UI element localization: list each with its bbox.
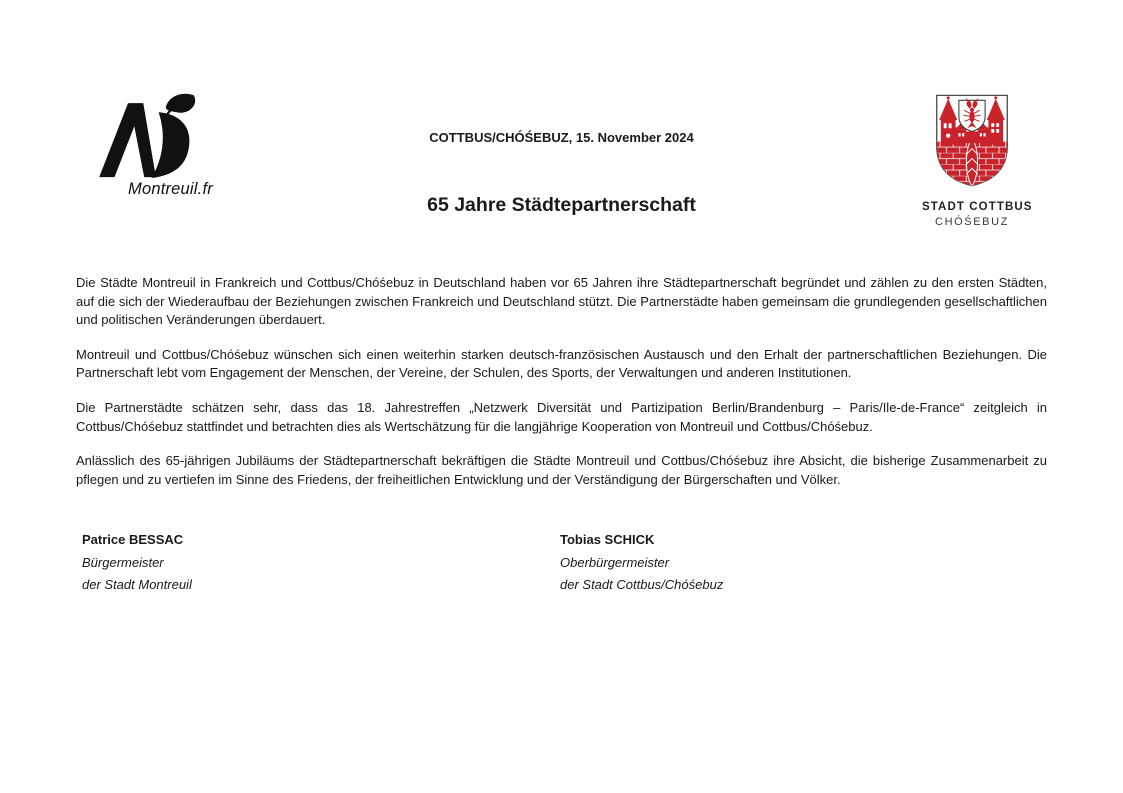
body-paragraph-2: Montreuil und Cottbus/Chóśebuz wünschen sich einen weiterhin starken deutsch-französischen Austausch und den Erhalt der partnerschaftlichen Beziehungen. Die Partnerschaft lebt vom Engagement der Menschen, der Vereine, der Schulen, des Sports, der Verwaltungen und anderen Institutionen. bbox=[76, 346, 1047, 381]
signer-org: der Stadt Montreuil bbox=[82, 577, 192, 592]
signer-name: Patrice BESSAC bbox=[82, 532, 184, 547]
signer-role: Oberbürgermeister bbox=[560, 554, 670, 570]
page-title: 65 Jahre Städtepartnerschaft bbox=[427, 194, 696, 216]
signature-cottbus bbox=[560, 532, 1038, 592]
body-paragraph-4: Anlässlich des 65-jährigen Jubiläums der Städtepartnerschaft bekräftigen die Städte Montreuil und Cottbus/Chóśebuz ihre Absicht, die bisherige Zusammenarbeit zu pflegen und zu vertiefen im Sinne des Friedens, der freiheitlichen Entwicklung und der Verständigung der Bürgerschaften und Völker. bbox=[76, 453, 1047, 487]
dateline: COTTBUS/CHÓŚEBUZ, 15. November 2024 bbox=[429, 130, 694, 145]
signer-role: Bürgermeister bbox=[82, 554, 164, 570]
header-center bbox=[150, 130, 973, 217]
signature-montreuil bbox=[82, 532, 560, 592]
body-paragraph-3: Die Partnerstädte schätzen sehr, dass das 18. Jahrestreffen „Netzwerk Diversität und Partizipation Berlin/Brandenburg – Paris/Ile-de-France“ zeitgleich in Cottbus/Chóśebuz stattfindet und betrachten dies als Wertschätzung für die langjährige Kooperation von Montreuil und Cottbus/Chóśebuz. bbox=[76, 399, 1047, 434]
cottbus-crest-block bbox=[922, 92, 1033, 228]
montreuil-logo-caption: Montreuil.fr bbox=[128, 180, 213, 198]
signature-section bbox=[82, 532, 1047, 592]
signer-org: der Stadt Cottbus/Chóśebuz bbox=[560, 577, 724, 592]
signer-name: Tobias SCHICK bbox=[560, 532, 655, 547]
body-paragraph-1: Die Städte Montreuil in Frankreich und Cottbus/Chóśebuz in Deutschland haben vor 65 Jahren ihre Städtepartnerschaft begründet und zählen zu den ersten Städten, auf die sich der Wiederaufbau der Beziehungen zwischen Frankreich und Deutschland stützt. Die Partnerstädte haben gemeinsam die grundlegenden gesellschaftlichen und politischen Veränderungen überdauert. bbox=[76, 275, 1047, 328]
cottbus-coat-of-arms-icon bbox=[931, 92, 1013, 189]
crest-caption-stadt-cottbus: STADT COTTBUS bbox=[922, 201, 1033, 213]
letter-body bbox=[76, 274, 1047, 505]
crest-caption-chosebuz: CHÓŚEBUZ bbox=[935, 216, 1009, 228]
